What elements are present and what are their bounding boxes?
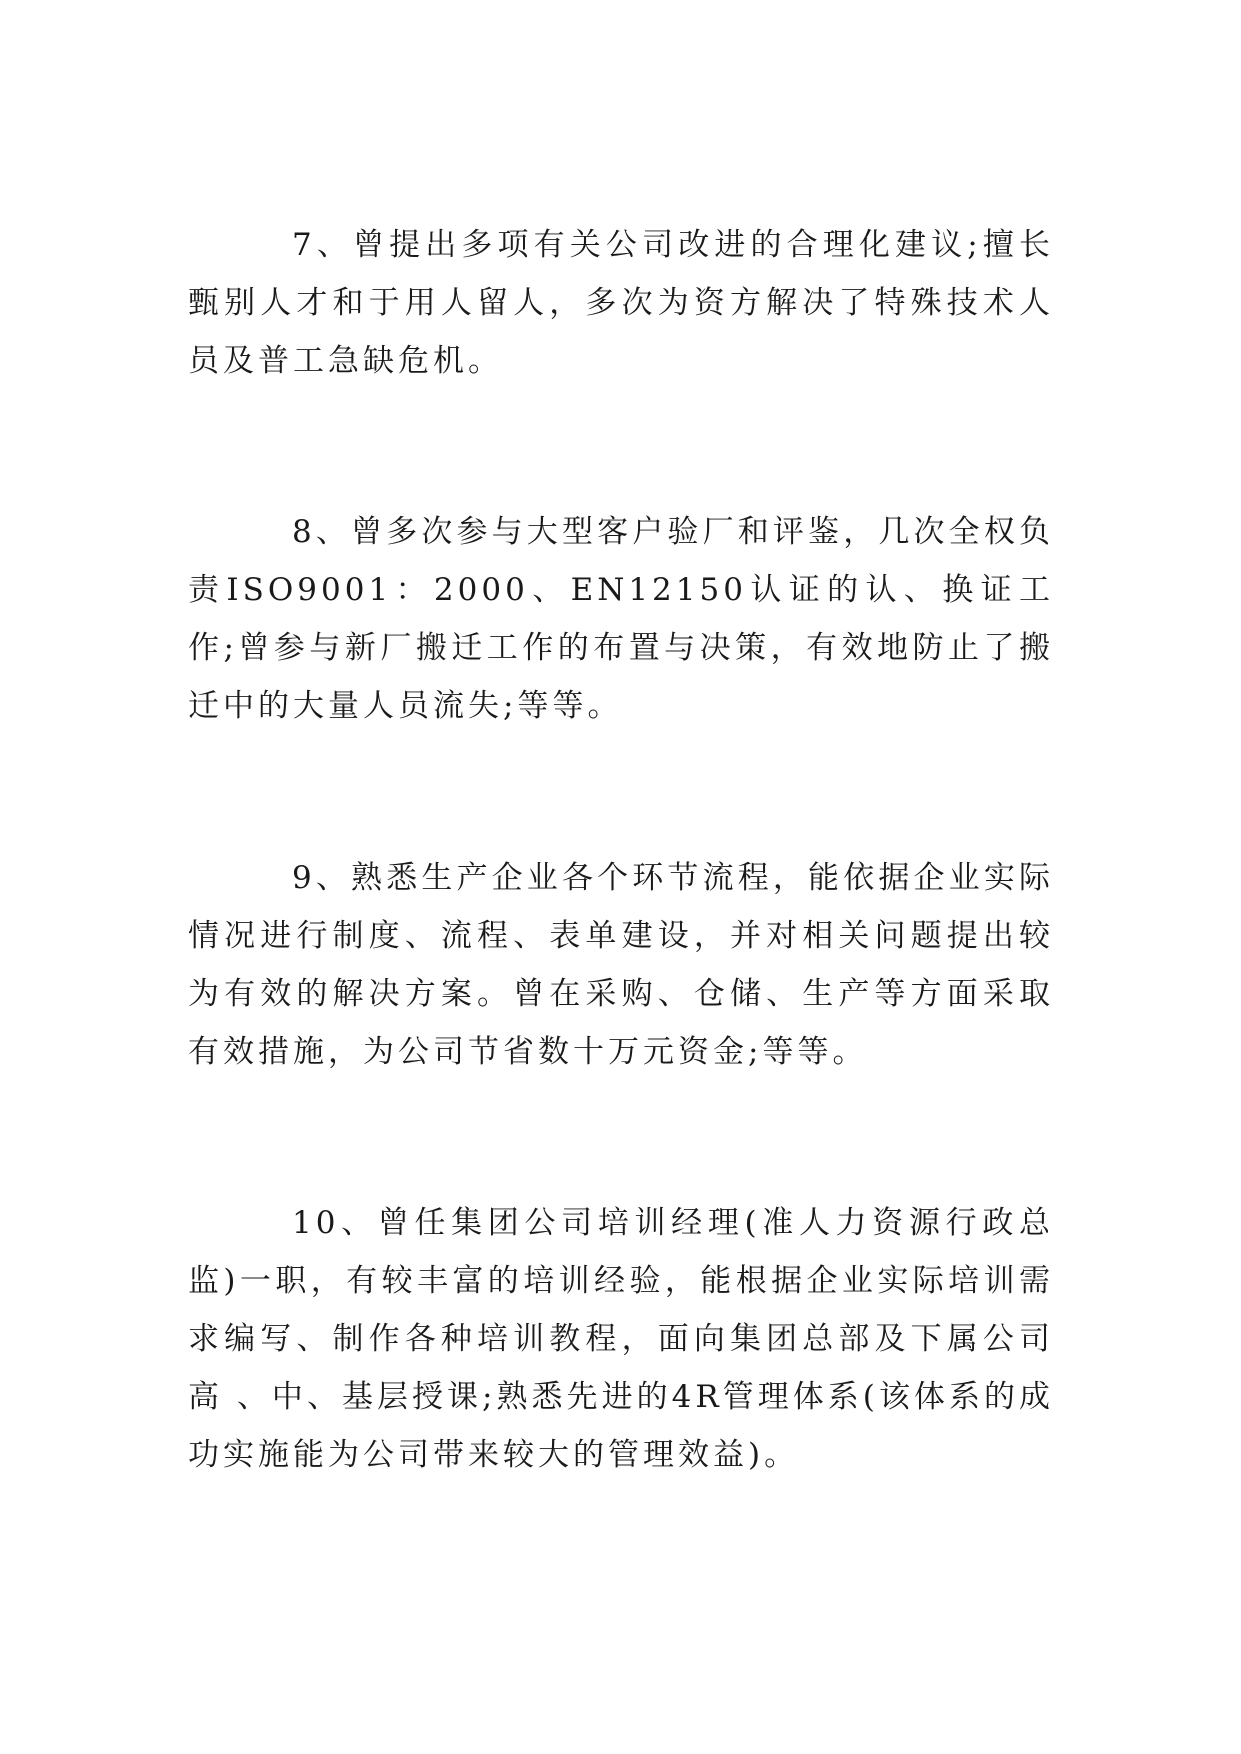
paragraph-item-9: 9、熟悉生产企业各个环节流程，能依据企业实际情况进行制度、流程、表单建设，并对相关问题提出较为有效的解决方案。曾在采购、仓储、生产等方面采取有效措施，为公司节省数十万元资金;等等。 bbox=[188, 860, 1054, 1070]
paragraph-item-7: 7、曾提出多项有关公司改进的合理化建议;擅长甄别人才和于用人留人，多次为资方解决了特殊技术人员及普工急缺危机。 bbox=[188, 227, 1054, 379]
paragraph-item-10: 10、曾任集团公司培训经理(准人力资源行政总监)一职，有较丰富的培训经验，能根据企业实际培训需求编写、制作各种培训教程，面向集团总部及下属公司高 、中、基层授课;熟悉先进的4R管理体系(该体系的成功实施能为公司带来较大的管理效益)。 bbox=[188, 1205, 1054, 1473]
paragraph-item-8: 8、曾多次参与大型客户验厂和评鉴，几次全权负责ISO9001：2000、EN12150认证的认、换证工作;曾参与新厂搬迁工作的布置与决策，有效地防止了搬迁中的大量人员流失;等等。 bbox=[188, 514, 1054, 724]
